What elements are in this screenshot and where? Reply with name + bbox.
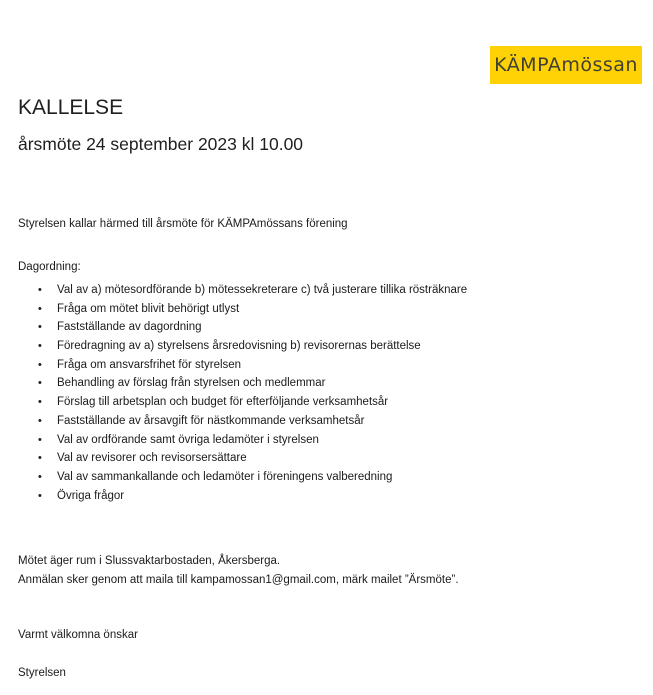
bullet-icon: • — [38, 340, 42, 353]
agenda-label: Dagordning: — [18, 261, 81, 273]
agenda-item-text: Fråga om mötet blivit behörigt utlyst — [57, 302, 240, 315]
agenda-item-text: Val av sammankallande och ledamöter i föreningens valberedning — [57, 470, 393, 483]
agenda-item-text: Val av ordförande samt övriga ledamöter i styrelsen — [57, 433, 319, 446]
page-title: KALLELSE — [18, 96, 124, 119]
agenda-item — [0, 281, 653, 300]
agenda-item — [0, 300, 653, 319]
agenda-item — [0, 337, 653, 356]
bullet-icon: • — [38, 284, 42, 296]
kampamossan-logo-text: KÄMPAmössan — [494, 54, 638, 76]
agenda-item — [0, 487, 653, 506]
signature-line: Styrelsen — [18, 667, 66, 679]
rsvp-line: Anmälan sker genom att maila till kampamossan1@gmail.com, märk mailet ”Ärsmöte”. — [18, 574, 459, 587]
agenda-item — [0, 393, 653, 412]
bullet-icon: • — [38, 452, 42, 465]
agenda-item — [0, 356, 653, 375]
agenda-item-text: Fastställande av årsavgift för nästkommande verksamhetsår — [57, 414, 365, 427]
bullet-icon: • — [38, 489, 42, 502]
meeting-date-subtitle: årsmöte 24 september 2023 kl 10.00 — [18, 134, 304, 154]
agenda-item — [0, 468, 653, 487]
kampamossan-logo — [490, 46, 642, 84]
intro-text: Styrelsen kallar härmed till årsmöte för KÄMPAmössans förening — [18, 218, 348, 230]
bullet-icon: • — [38, 396, 42, 409]
closing-line: Varmt välkomna önskar — [18, 629, 138, 641]
agenda-item-text: Val av a) mötesordförande b) mötessekreterare c) två justerare tillika rösträknare — [57, 284, 468, 296]
agenda-item-text: Övriga frågor — [57, 489, 125, 502]
location-line: Mötet äger rum i Slussvaktarbostaden, Åkersberga. — [18, 555, 281, 567]
agenda-item — [0, 318, 653, 337]
agenda-item-text: Föredragning av a) styrelsens årsredovisning b) revisorernas berättelse — [57, 340, 421, 353]
agenda-list — [0, 281, 653, 505]
agenda-item — [0, 449, 653, 468]
bullet-icon: • — [38, 414, 42, 427]
bullet-icon: • — [38, 358, 42, 371]
agenda-item-text: Fastställande av dagordning — [57, 321, 202, 334]
agenda-item-text: Förslag till arbetsplan och budget för efterföljande verksamhetsår — [57, 396, 389, 409]
agenda-item-text: Behandling av förslag från styrelsen och medlemmar — [57, 377, 326, 390]
agenda-item — [0, 412, 653, 431]
agenda-item — [0, 374, 653, 393]
agenda-item-text: Fråga om ansvarsfrihet för styrelsen — [57, 358, 242, 371]
bullet-icon: • — [38, 302, 42, 315]
agenda-item — [0, 431, 653, 450]
bullet-icon: • — [38, 433, 42, 446]
agenda-item-text: Val av revisorer och revisorsersättare — [57, 452, 247, 465]
meeting-info-block — [18, 552, 459, 590]
bullet-icon: • — [38, 321, 42, 334]
bullet-icon: • — [38, 377, 42, 390]
bullet-icon: • — [38, 470, 42, 483]
